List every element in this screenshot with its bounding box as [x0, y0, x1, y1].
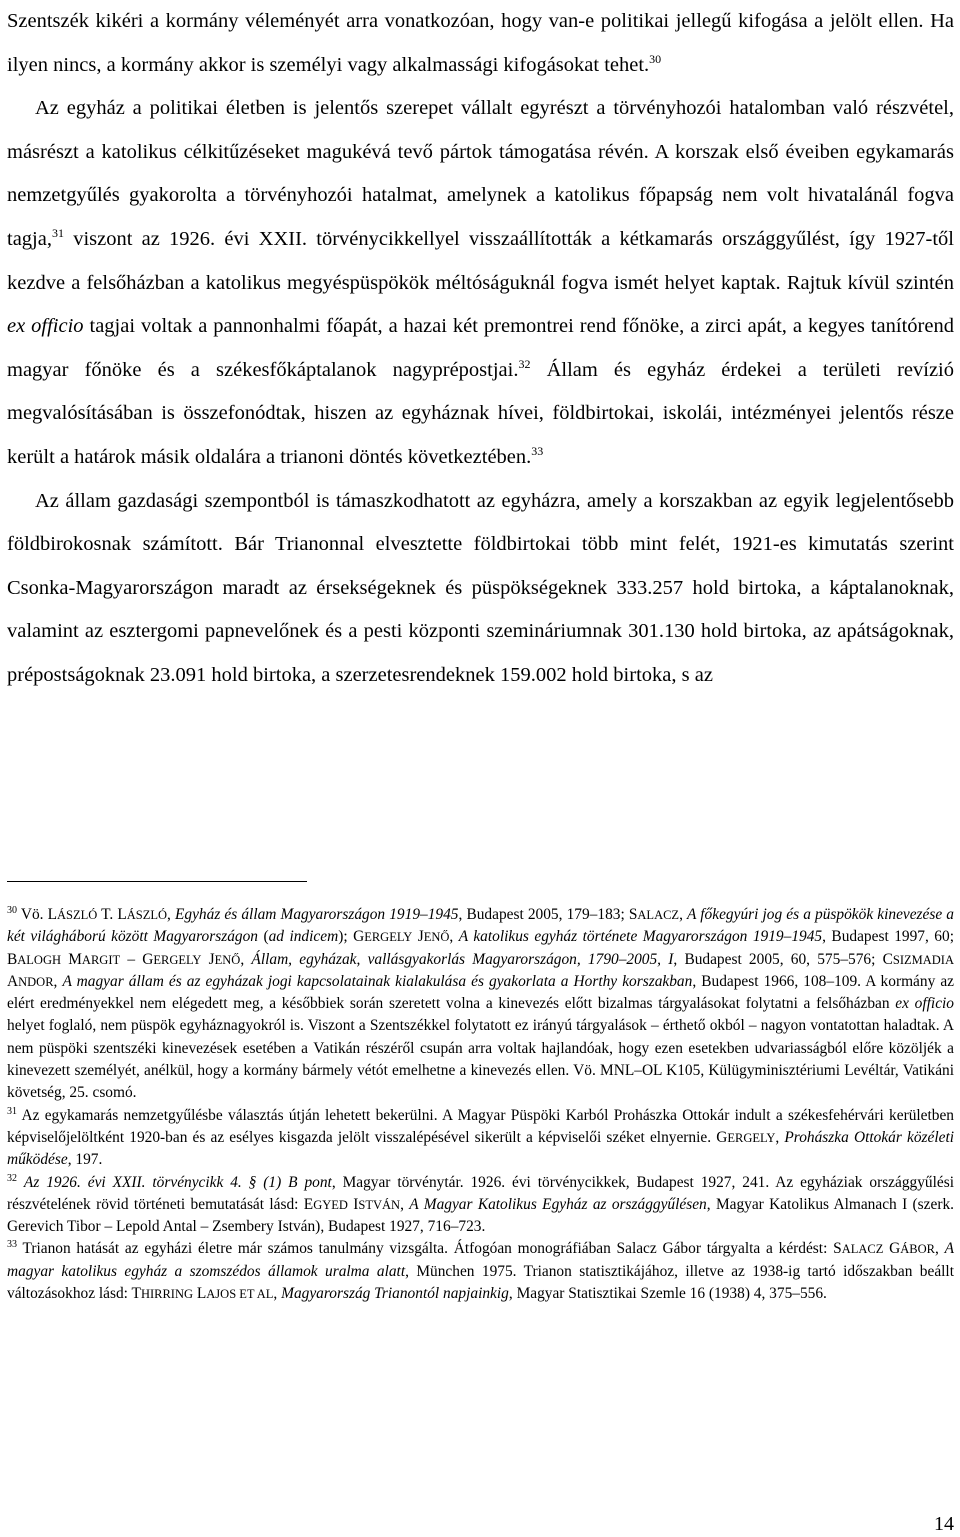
- small-caps-text: ÁSZLÓ: [126, 908, 168, 922]
- italic-text: A magyar állam és az egyházak jogi kapcsolatainak kialakulása és gyakorlata a Horthy korszakban: [62, 972, 693, 990]
- text-run: ,: [449, 928, 459, 946]
- text-run: Az egykamarás nemzetgyűlésbe választás útján lehetett bekerülni. A Magyar Püspöki Karból Prohászka Ottokár indult a székesfehérvári kerületben képviselőjelöltként 1920-ban és az esélyes kisgazda jelölt visszalépésével sikerült a képviselői széket elnyernie. G: [7, 1106, 954, 1146]
- text-run: ,: [53, 972, 63, 990]
- italic-text: ad indicem: [268, 928, 339, 946]
- text-run: ,: [679, 906, 688, 923]
- footnote-ref: 30: [7, 904, 17, 916]
- footnote-ref: 32: [7, 1172, 17, 1184]
- text-run: L: [193, 1285, 207, 1303]
- paragraph-3: [7, 480, 954, 698]
- text-run: ,: [775, 1128, 785, 1146]
- footnote-ref: 31: [51, 226, 64, 241]
- text-run: Állam és egyház érdekei a területi revízió megvalósításában is összefonódtak, hiszen az egyháznak hívei, földbirtokai, iskolái, intézményei jelentős része került a határok másik oldalára a trianoni döntés következtében.: [7, 358, 954, 468]
- text-run: viszont az 1926. évi XXII. törvénycikkellyel visszaállították a kétkamarás országgyűlést, így 1927-től kezdve a felsőházban a katolikus megyéspüspökök méltóságuknál fogva ismét helyet kaptak. Rajtuk kívül szintén: [7, 227, 954, 294]
- small-caps-text: ERGELY: [364, 930, 413, 945]
- small-caps-text: ERGELY: [153, 952, 202, 967]
- footnote-33: [7, 1238, 954, 1305]
- text-run: A: [7, 972, 19, 990]
- small-caps-text: STVÁN: [358, 1197, 401, 1212]
- small-caps-text: ARGIT: [81, 952, 121, 967]
- text-run: tagjai voltak a pannonhalmi főapát, a hazai két premontrei rend főnöke, a zirci apát, a kegyes tanítórend magyar főnöke és a székesfőkáptalanok nagyprépostjai.: [7, 315, 954, 381]
- text-run: G: [883, 1240, 901, 1258]
- footnote-32: [7, 1172, 954, 1239]
- text-run: , München 1975. Trianon statisztikájához, illetve az 1938-ig tartó időszakban beállt változásokhoz lásd: T: [7, 1262, 954, 1303]
- text-run: ,: [400, 1195, 410, 1213]
- footnote-ref: 31: [7, 1105, 17, 1117]
- italic-text: A katolikus egyház története Magyarországon 1919–1945: [458, 928, 823, 946]
- italic-text: A magyar katolikus egyház a szomszédos államok uralma alatt: [7, 1240, 955, 1280]
- text-run: ,: [240, 950, 252, 968]
- text-run: (: [257, 928, 269, 946]
- small-caps-text: ALACZ: [637, 908, 680, 922]
- text-run: , Magyar Statisztikai Szemle 16 (1938) 4, 375–556.: [508, 1285, 827, 1303]
- italic-text: Az 1926. évi XXII. törvénycikk 4. § (1) B pont: [23, 1173, 332, 1191]
- footnote-separator: [7, 881, 307, 882]
- text-run: Trianon hatását az egyházi életre már számos tanulmány vizsgálta. Átfogóan monográfiában Salacz Gábor tárgyalta a kérdést: S: [17, 1240, 842, 1258]
- text-run: ,: [934, 1240, 945, 1258]
- page-number: 14: [934, 1513, 954, 1535]
- small-caps-text: SIZMADIA: [892, 952, 954, 967]
- text-run: Az egyház a politikai életben is jelentős szerepet vállalt egyrészt a törvényhozói hatalomban való részvétel, másrészt a katolikus célkitűzéseket magukévá tevő pártok támogatása révén. A korszak első éveiben egykamarás nemzetgyűlés gyakorolta a törvényhozói hatalmat, amelynek a katolikus főpapság nem volt hivatalánál fogva tagja,: [7, 97, 954, 250]
- small-caps-text: HIRRING: [140, 1287, 194, 1302]
- text-run: helyet foglaló, nem püspök egyháznagyokról is. Viszont a Szentszékkel folytatott ez irányú tárgyalások – érthető okból – nagyon vontatottan haladtak. A nem püspöki szentszéki kinevezések esetében a Vatikán részéről csupán arra voltak hajlandóak, hogy ezen esetekben udvariasságból előre közöljék a kinevezett személyét, anélkül, hogy a kormány bármely vétót emelhetne a kinevezés ellen. Vö. MNL–OL K105, Külügyminisztériumi Levéltár, Vatikáni követség, 25. csomó.: [7, 1017, 954, 1102]
- paragraph-2: [7, 87, 954, 479]
- italic-text: ex officio: [895, 995, 954, 1013]
- text-run: Szentszék kikéri a kormány véleményét arra vonatkozóan, hogy van-e politikai jellegű kifogása a jelölt ellen. Ha ilyen nincs, a kormány akkor is személyi vagy alkalmassági kifogásokat tehet.: [7, 10, 954, 76]
- italic-text: Egyház és állam Magyarországon 1919–1945: [175, 906, 459, 923]
- italic-text: A főkegyúri jog és a püspökök kinevezése a két világháború között Magyarországon: [7, 906, 955, 946]
- text-run: ,: [167, 906, 175, 923]
- text-run: ,: [273, 1285, 282, 1303]
- paragraph-1: [7, 0, 954, 87]
- small-caps-text: AJOS ET AL: [206, 1287, 274, 1302]
- text-run: M: [61, 950, 82, 968]
- text-run: , Magyar törvénytár. 1926. évi törvénycikkek, Budapest 1927, 241. Az egyháziak országgyűlési részvételének rövid történeti bemutatását lásd: E: [7, 1173, 954, 1213]
- text-run: , 197.: [67, 1151, 103, 1169]
- text-run: , Budapest 1966, 108–109. A kormány az elért eredményekkel nem elégedett meg, a későbbiek során szeretett volna a kinevezés előtt bizalmas tárgyalásokat folytatni a felsőházban: [7, 972, 954, 1013]
- text-run: [17, 1174, 24, 1191]
- text-run: Vö. L: [17, 906, 58, 923]
- text-run: – G: [120, 950, 154, 968]
- footnote-ref: 32: [518, 356, 531, 371]
- small-caps-text: ENŐ: [423, 930, 450, 945]
- small-caps-text: ERGELY: [727, 1130, 776, 1145]
- italic-text: ex officio: [7, 315, 84, 338]
- small-caps-text: ÁSZLÓ: [57, 908, 98, 922]
- text-run: , Budapest 1997, 60; B: [7, 928, 954, 968]
- main-text: [7, 0, 954, 698]
- text-run: , Budapest 2005, 60, 575–576; C: [673, 950, 893, 968]
- small-caps-text: ALOGH: [17, 952, 62, 967]
- footnote-ref: 33: [531, 444, 544, 459]
- small-caps-text: NDOR: [18, 974, 54, 989]
- text-run: , Magyar Katolikus Almanach I (szerk. Gerevich Tibor – Lepold Antal – Zsembery István), Budapest 1927, 716–723.: [7, 1195, 954, 1236]
- small-caps-text: GYED: [313, 1197, 348, 1212]
- text-run: J: [412, 928, 424, 946]
- text-run: J: [201, 950, 215, 968]
- small-caps-text: ENŐ: [214, 952, 241, 967]
- italic-text: Magyarország Trianontól napjainkig: [281, 1285, 509, 1303]
- small-caps-text: ÁBOR: [900, 1242, 935, 1257]
- text-run: T. L: [97, 906, 127, 923]
- text-run: Az állam gazdasági szempontból is támaszkodhatott az egyházra, amely a korszakban az egyik legjelentősebb földbirokosnak számított. Bár Trianonnal elvesztette földbirtokai több mint felét, 1921-es kimutatás szerint Csonka-Magyarországon maradt az érsekségeknek és püspökségeknek 333.257 hold birtoka, a káptalanoknak, valamint az esztergomi papnevelőnek és a pesti központi szemináriumnak 301.130 hold birtoka, az apátságoknak, prépostságoknak 23.091 hold birtoka, a szerzetesrendeknek 159.002 hold birtoka, s az: [7, 489, 954, 686]
- footnote-ref: 30: [649, 51, 662, 66]
- italic-text: Prohászka Ottokár közéleti működése: [7, 1128, 954, 1169]
- text-run: I: [347, 1195, 359, 1213]
- small-caps-text: ALACZ: [841, 1242, 884, 1257]
- footnote-30: [7, 904, 954, 1105]
- italic-text: A Magyar Katolikus Egyház az országgyűlésen: [409, 1195, 707, 1213]
- footnotes: [7, 904, 954, 1305]
- italic-text: Állam, egyházak, vallásgyakorlás Magyarországon, 1790–2005, I: [251, 950, 674, 968]
- text-run: , Budapest 2005, 179–183; S: [458, 906, 638, 923]
- footnote-ref: 33: [7, 1239, 17, 1251]
- text-run: ); G: [338, 928, 365, 946]
- footnote-31: [7, 1105, 954, 1172]
